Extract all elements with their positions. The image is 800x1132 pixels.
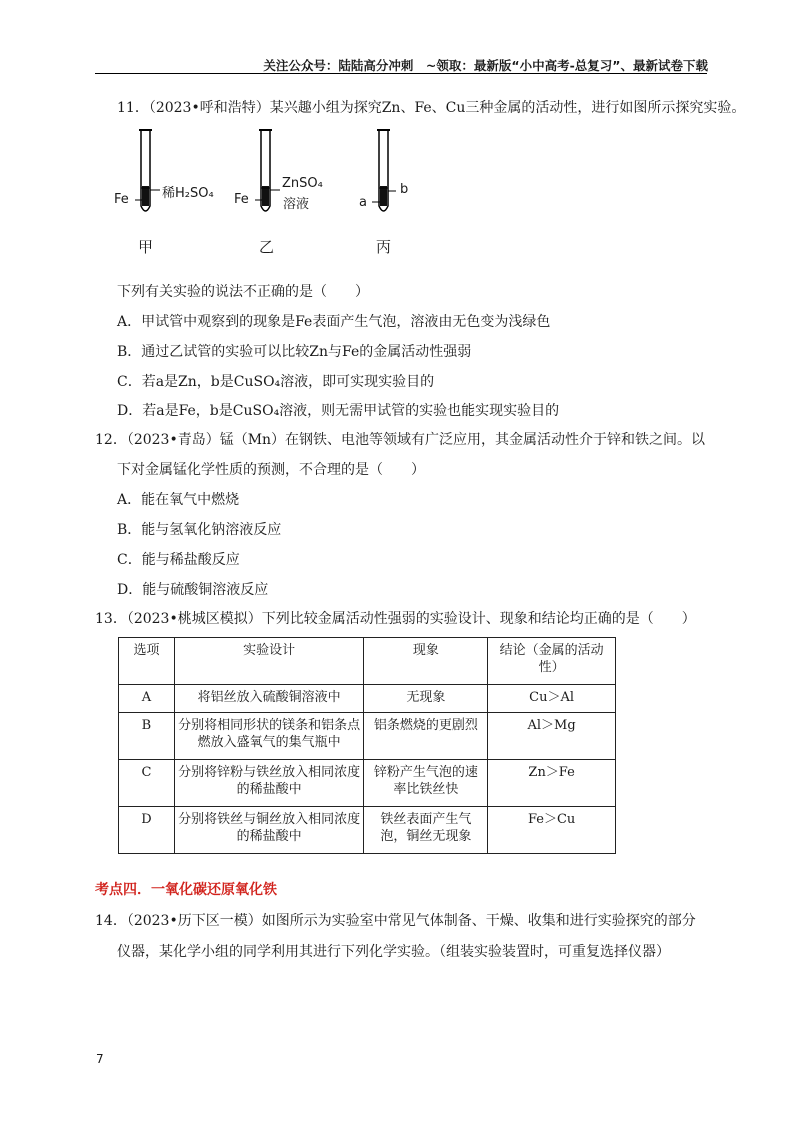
q13-stem: 13．（2023•桃城区模拟）下列比较金属活动性强弱的实验设计、现象和结论均正确的是（ ）	[95, 611, 696, 627]
header-cell-option: 选项	[119, 638, 175, 685]
tube1-metal-label: Fe	[114, 192, 129, 207]
cell-phenomenon: 铁丝表面产生气泡，铜丝无现象	[364, 807, 488, 854]
section-title: 考点四．一氧化碳还原氧化铁	[95, 882, 277, 898]
page-number: 7	[96, 1052, 104, 1066]
cell-conclusion: Al＞Mg	[488, 713, 616, 760]
table-row	[119, 713, 616, 760]
header-cell-phenomenon: 现象	[364, 638, 488, 685]
cell-phenomenon: 无现象	[364, 685, 488, 713]
q11-question: 下列有关实验的说法不正确的是（ ）	[117, 284, 369, 300]
q11-option-c: C．若a是Zn，b是CuSO₄溶液，即可实现实验目的	[117, 374, 435, 390]
table-row	[119, 807, 616, 854]
cell-design: 分别将相同形状的镁条和铝条点燃放入盛氧气的集气瓶中	[174, 713, 364, 760]
comparison-table	[118, 637, 616, 854]
q11-figure	[110, 124, 430, 264]
cell-phenomenon: 铝条燃烧的更剧烈	[364, 713, 488, 760]
tube1-caption: 甲	[138, 238, 154, 256]
cell-conclusion: Cu＞Al	[488, 685, 616, 713]
tube2-caption: 乙	[259, 238, 275, 256]
table-header-row	[119, 638, 616, 685]
q12-option-c: C．能与稀盐酸反应	[117, 552, 240, 568]
tube-jia	[135, 130, 160, 211]
cell-conclusion: Fe＞Cu	[488, 807, 616, 854]
q14-line2: 仪器，某化学小组的同学利用其进行下列化学实验。（组装实验装置时，可重复选择仪器）	[117, 944, 670, 960]
cell-design: 将铝丝放入硫酸铜溶液中	[174, 685, 364, 713]
cell-design: 分别将锌粉与铁丝放入相同浓度的稀盐酸中	[174, 760, 364, 807]
cell-option: C	[119, 760, 175, 807]
header-cell-conclusion: 结论（金属的活动性）	[488, 638, 616, 685]
tube2-solution-label-2: 溶液	[283, 197, 310, 212]
q12-option-d: D．能与硫酸铜溶液反应	[117, 582, 269, 598]
tube-yi	[255, 130, 280, 211]
q11-option-b: B．通过乙试管的实验可以比较Zn与Fe的金属活动性强弱	[117, 344, 472, 360]
cell-conclusion: Zn＞Fe	[488, 760, 616, 807]
tube3-metal-label: a	[359, 195, 367, 210]
tube2-solution-label-1: ZnSO₄	[282, 176, 323, 191]
q11-stem: 11．（2023•呼和浩特）某兴趣小组为探究Zn、Fe、Cu三种金属的活动性，进行如图所示探究实验。	[117, 100, 746, 116]
tube2-metal-label: Fe	[234, 192, 249, 207]
q12-stem-line2: 下对金属锰化学性质的预测，不合理的是（ ）	[117, 462, 425, 478]
tube3-solution-label: b	[400, 182, 409, 197]
cell-phenomenon: 锌粉产生气泡的速率比铁丝快	[364, 760, 488, 807]
q11-option-a: A．甲试管中观察到的现象是Fe表面产生气泡，溶液由无色变为浅绿色	[117, 314, 551, 330]
cell-design: 分别将铁丝与铜丝放入相同浓度的稀盐酸中	[174, 807, 364, 854]
table-row	[119, 685, 616, 713]
q12-option-b: B．能与氢氧化钠溶液反应	[117, 522, 282, 538]
page-header: 关注公众号：陆陆高分冲刺 ~领取：最新版“小中高考-总复习”、最新试卷下载	[263, 58, 708, 73]
cell-option: A	[119, 685, 175, 713]
tube1-solution-label: 稀H₂SO₄	[162, 186, 214, 201]
cell-option: D	[119, 807, 175, 854]
header-cell-design: 实验设计	[174, 638, 364, 685]
q12-option-a: A．能在氧气中燃烧	[117, 492, 240, 508]
tube3-caption: 丙	[376, 238, 392, 256]
q11-option-d: D．若a是Fe，b是CuSO₄溶液，则无需甲试管的实验也能实现实验目的	[117, 403, 560, 419]
q14-line1: 14．（2023•历下区一模）如图所示为实验室中常见气体制备、干燥、收集和进行实验探究的部分	[95, 913, 696, 929]
cell-option: B	[119, 713, 175, 760]
tube-bing	[372, 130, 396, 211]
header-divider	[95, 73, 707, 74]
q12-stem-line1: 12．（2023•青岛）锰（Mn）在钢铁、电池等领域有广泛应用，其金属活动性介于锌和铁之间。以	[95, 432, 706, 448]
table-row	[119, 760, 616, 807]
